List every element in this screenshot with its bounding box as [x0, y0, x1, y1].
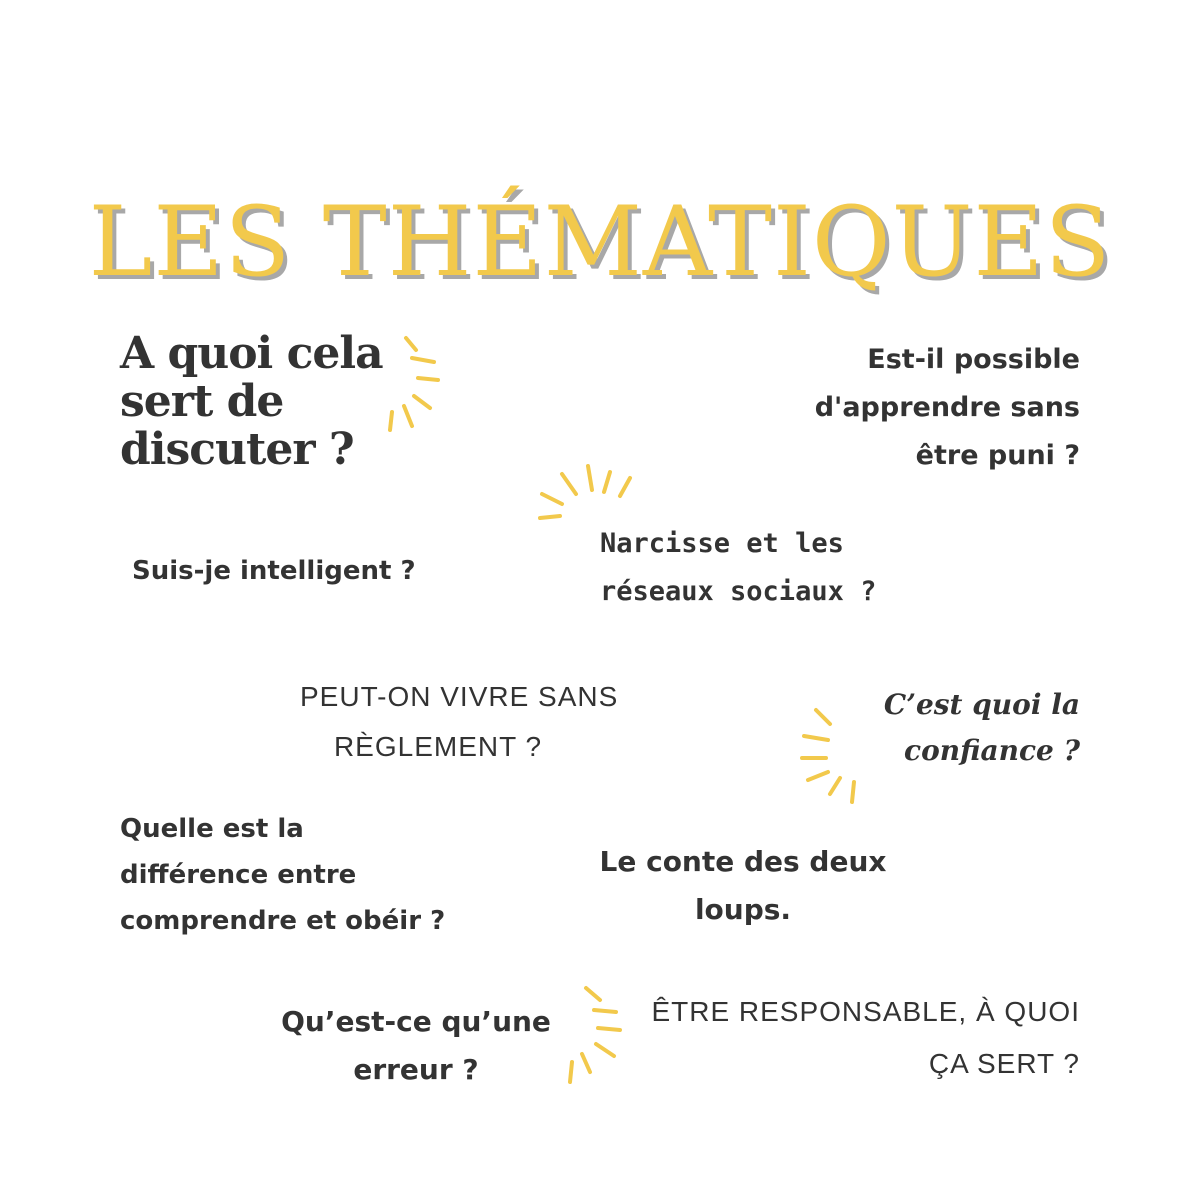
topic-line: comprendre et obéir ? — [120, 906, 446, 936]
page-title: LES THÉMATIQUES — [88, 186, 1112, 299]
topic-line: ÊTRE RESPONSABLE, À QUOI — [651, 996, 1080, 1027]
sparkle-icon — [380, 330, 450, 440]
topic-line: discuter ? — [120, 424, 354, 475]
topic-line: sert de — [120, 376, 284, 427]
topic-erreur — [268, 998, 564, 1094]
topic-apprendre — [815, 336, 1080, 480]
topic-line: ÇA SERT ? — [928, 1048, 1080, 1079]
topic-deux-loups — [580, 838, 906, 934]
topic-line: différence entre — [120, 860, 357, 890]
topic-line: confiance ? — [904, 734, 1080, 767]
topic-line: être puni ? — [915, 440, 1080, 471]
topic-comprendre-obeir — [120, 806, 445, 944]
topic-reglement — [300, 672, 619, 772]
topic-discuter — [120, 330, 383, 474]
topic-line: Quelle est la — [120, 814, 304, 844]
topic-responsable — [651, 986, 1080, 1090]
topic-line: RÈGLEMENT ? — [333, 731, 543, 762]
topic-line: A quoi cela — [120, 328, 383, 379]
topic-line: C’est quoi la — [883, 688, 1080, 721]
topic-narcisse — [600, 520, 876, 616]
sparkle-icon — [560, 980, 630, 1090]
topic-confiance — [884, 682, 1080, 774]
topic-line: erreur ? — [353, 1053, 479, 1086]
topic-line: Qu’est-ce qu’une — [281, 1005, 551, 1038]
topic-line: Narcisse et les — [600, 528, 844, 559]
topic-line: loups. — [694, 893, 792, 926]
topic-line: Suis-je intelligent ? — [132, 556, 416, 586]
sparkle-icon — [792, 702, 862, 812]
topic-line: Le conte des deux — [599, 845, 887, 878]
topic-line: réseaux sociaux ? — [600, 576, 877, 607]
sparkle-icon — [532, 456, 642, 528]
topic-line: PEUT-ON VIVRE SANS — [300, 681, 619, 712]
topic-line: d'apprendre sans — [814, 392, 1080, 423]
topic-intelligent — [132, 554, 416, 588]
topic-line: Est-il possible — [867, 344, 1080, 375]
